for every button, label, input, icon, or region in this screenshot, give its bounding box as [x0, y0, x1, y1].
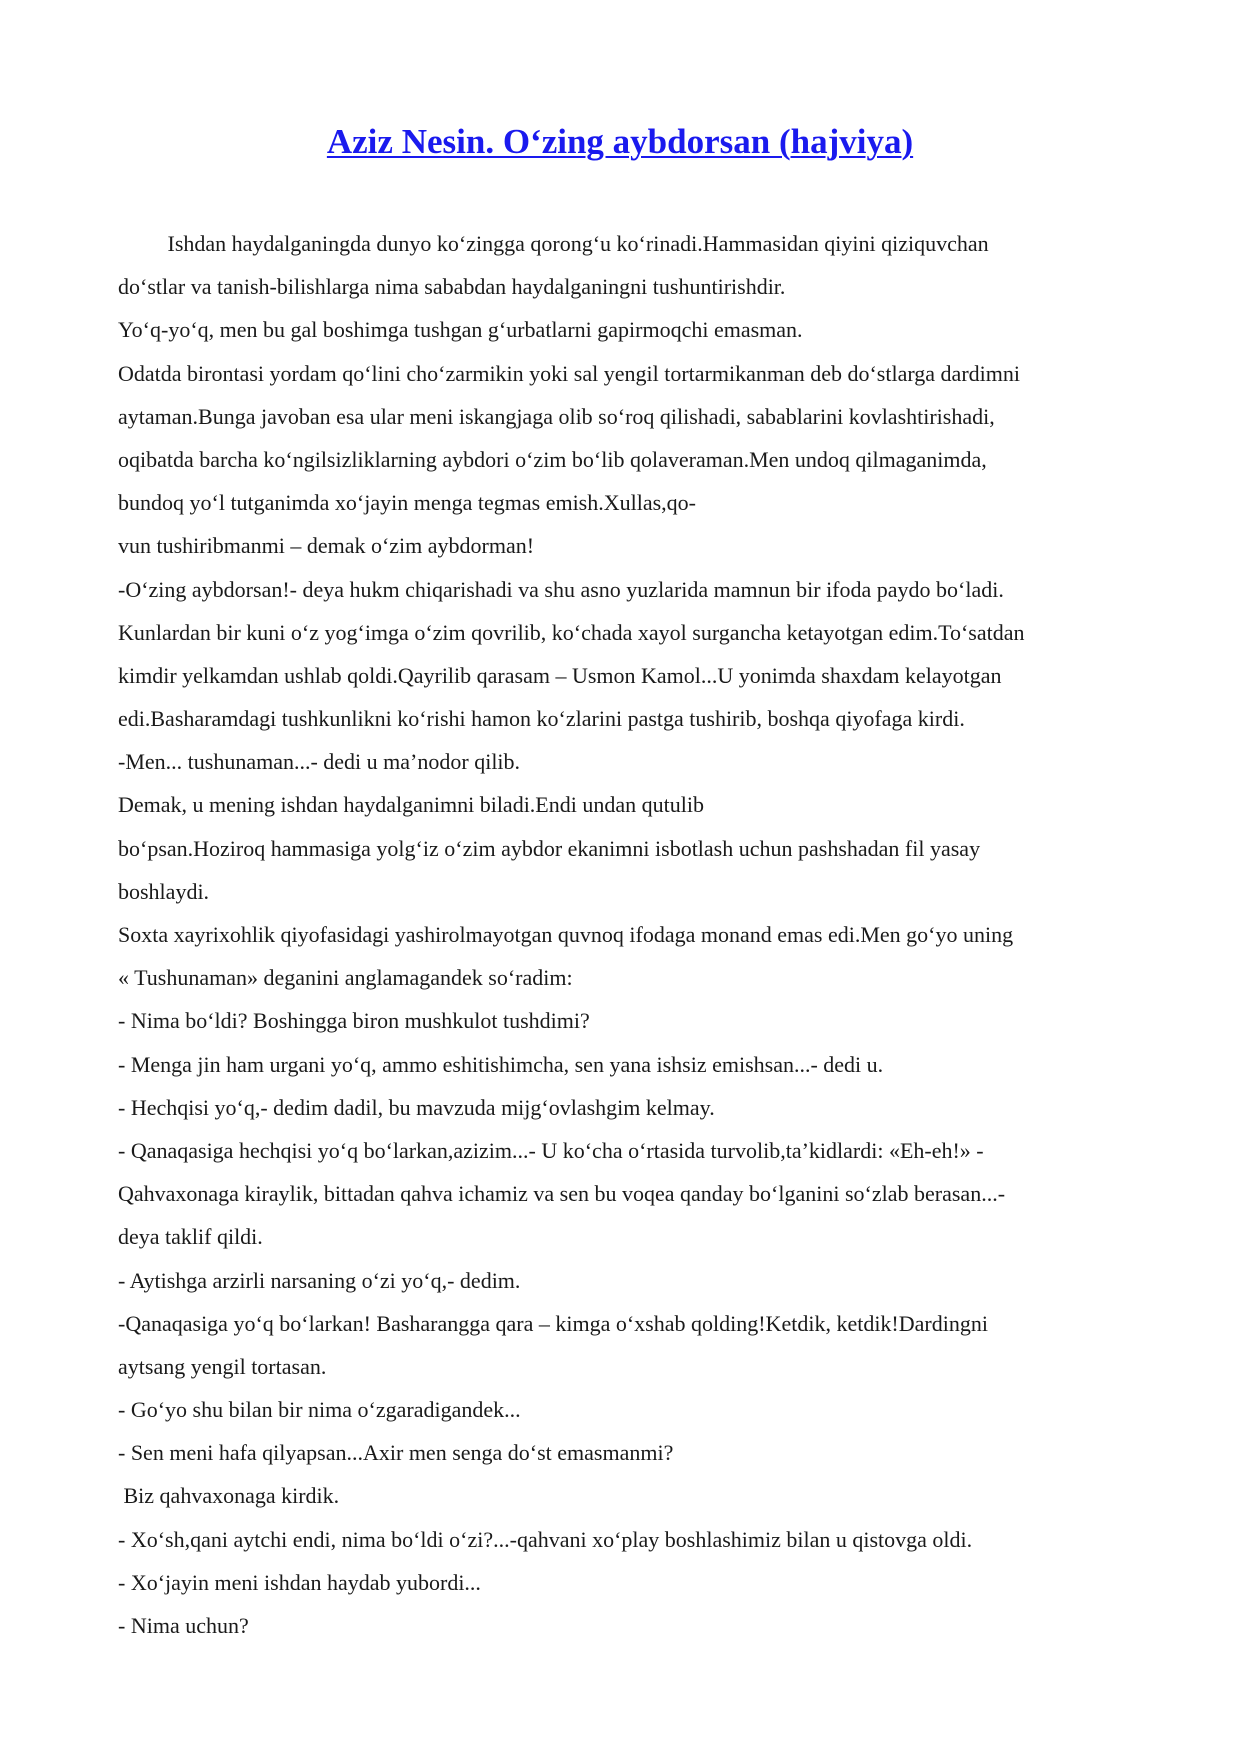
- text-line: - Nima bo‘ldi? Boshingga biron mushkulot tushdimi?: [118, 1008, 590, 1034]
- text-line: Ishdan haydalganingda dunyo ko‘zingga qorong‘u ko‘rinadi.Hammasidan qiyini qiziquvchan: [118, 231, 989, 256]
- text-line: bo‘psan.Hoziroq hammasiga yolg‘iz o‘zim aybdor ekanimni isbotlash uchun pashshadan fil yasay: [118, 835, 981, 861]
- text-line: Biz qahvaxonaga kirdik.: [118, 1483, 340, 1509]
- text-line: - Qanaqasiga hechqisi yo‘q bo‘larkan,azizim...- U ko‘cha o‘rtasida turvolib,ta’kidlardi: «Eh-eh!» -: [118, 1137, 984, 1163]
- text-line: Soxta xayrixohlik qiyofasidagi yashirolmayotgan quvnoq ifodaga monand emas edi.Men go‘yo uning: [118, 922, 1014, 947]
- text-line: boshlaydi.: [118, 878, 210, 904]
- text-line: - Xo‘sh,qani aytchi endi, nima bo‘ldi o‘zi?...-qahvani xo‘play boshlashimiz bilan u qistovga oldi.: [118, 1526, 973, 1552]
- text-line: - Menga jin ham urgani yo‘q, ammo eshitishimcha, sen yana ishsiz emishsan...- dedi u.: [118, 1051, 884, 1077]
- text-line: Demak, u mening ishdan haydalganimni biladi.Endi undan qutulib: [118, 792, 704, 818]
- text-line: -O‘zing aybdorsan!- deya hukm chiqarishadi va shu asno yuzlarida mamnun bir ifoda paydo bo‘ladi.: [118, 576, 1004, 602]
- document-body: [118, 222, 1158, 1647]
- text-line: kimdir yelkamdan ushlab qoldi.Qayrilib qarasam – Usmon Kamol...U yonimda shaxdam kelayotgan: [118, 662, 1002, 688]
- text-line: - Nima uchun?: [118, 1613, 249, 1638]
- text-line: bundoq yo‘l tutganimda xo‘jayin menga tegmas emish.Xullas,qo-: [118, 490, 697, 516]
- text-line: aytaman.Bunga javoban esa ular meni iskangjaga olib so‘roq qilishadi, sabablarini kovlashtirishadi,: [118, 403, 995, 429]
- text-line: - Sen meni hafa qilyapsan...Axir men senga do‘st emasmanmi?: [118, 1440, 674, 1466]
- text-line: -Qanaqasiga yo‘q bo‘larkan! Basharangga qara – kimga o‘xshab qolding!Ketdik, ketdik!Dardingni: [118, 1310, 988, 1336]
- title-link[interactable]: Aziz Nesin. O‘zing aybdorsan (hajviya): [326, 122, 914, 161]
- text-line: Yo‘q-yo‘q, men bu gal boshimga tushgan g‘urbatlarni gapirmoqchi emasman.: [118, 317, 803, 343]
- text-line: « Tushunaman» deganini anglamagandek so‘radim:: [118, 965, 573, 991]
- text-line: oqibatda barcha ko‘ngilsizliklarning aybdori o‘zim bo‘lib qolaveraman.Men undoq qilmaganimda,: [118, 446, 987, 472]
- text-line: - Hechqisi yo‘q,- dedim dadil, bu mavzuda mijg‘ovlashgim kelmay.: [118, 1094, 715, 1120]
- text-line: edi.Basharamdagi tushkunlikni ko‘rishi hamon ko‘zlarini pastga tushirib, boshqa qiyofaga kirdi.: [118, 706, 965, 732]
- text-line: Odatda birontasi yordam qo‘lini cho‘zarmikin yoki sal yengil tortarmikanman deb do‘stlarga dardimni: [118, 360, 1020, 386]
- text-line: Kunlardan bir kuni o‘z yog‘imga o‘zim qovrilib, ko‘chada xayol surgancha ketayotgan edim.To‘satdan: [118, 619, 1025, 645]
- text-line: Qahvaxonaga kiraylik, bittadan qahva ichamiz va sen bu voqea qanday bo‘lganini so‘zlab berasan...-: [118, 1181, 1006, 1207]
- text-line: do‘stlar va tanish-bilishlarga nima sababdan haydalganingni tushuntirishdir.: [118, 274, 786, 300]
- document-title: [0, 116, 1240, 168]
- text-line: deya taklif qildi.: [118, 1224, 263, 1250]
- text-line: - Aytishga arzirli narsaning o‘zi yo‘q,- dedim.: [118, 1267, 521, 1293]
- text-line: vun tushiribmanmi – demak o‘zim aybdorman!: [118, 533, 535, 559]
- text-line: - Go‘yo shu bilan bir nima o‘zgaradigandek...: [118, 1397, 521, 1423]
- text-line: aytsang yengil tortasan.: [118, 1353, 327, 1379]
- text-line: -Men... tushunaman...- dedi u ma’nodor qilib.: [118, 749, 521, 775]
- text-line: - Xo‘jayin meni ishdan haydab yubordi...: [118, 1569, 481, 1595]
